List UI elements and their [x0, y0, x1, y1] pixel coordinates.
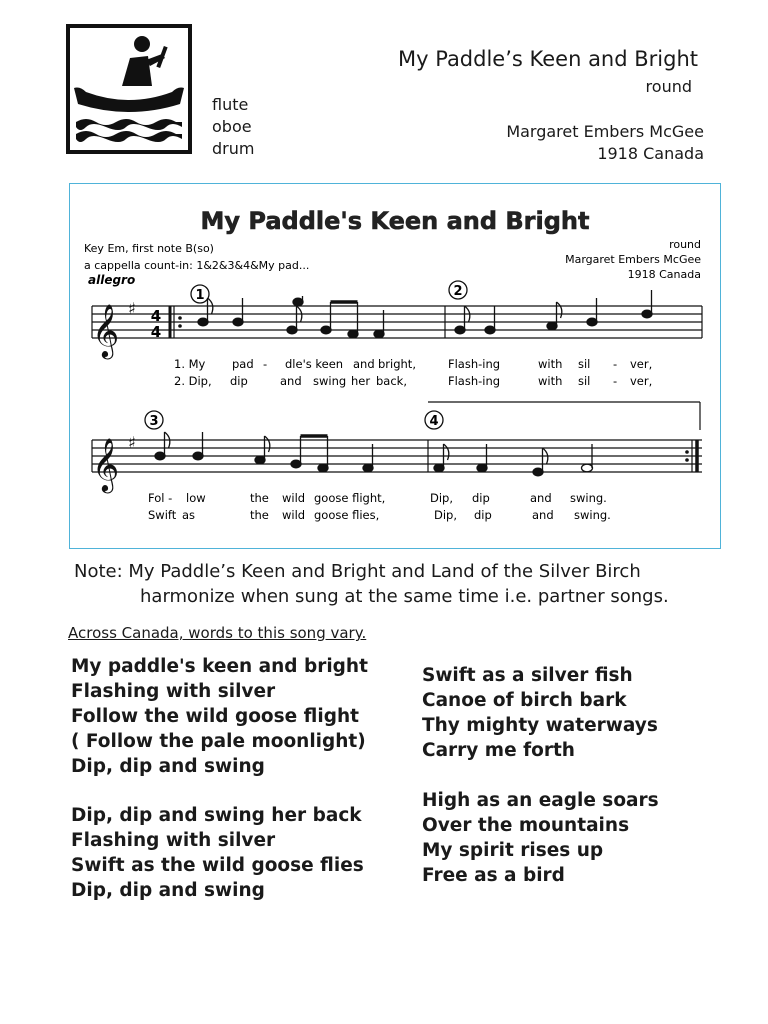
lyric-syllable: swing.: [570, 491, 607, 505]
entry-mark-4: 4: [429, 414, 439, 429]
lyric-syllable: as: [182, 508, 196, 522]
lyric-syllable: ver,: [630, 357, 653, 371]
lyric-syllable: dip: [472, 491, 490, 505]
treble-clef: 𝄞: [92, 303, 120, 357]
lyric-syllable: and: [532, 508, 554, 522]
lyric-syllable: with: [538, 357, 563, 371]
verse-line: High as an eagle soars: [422, 790, 659, 811]
lyric-syllable: wild: [282, 491, 306, 505]
lyric-syllable: wild: [282, 508, 306, 522]
lyric-syllable: Flash-ing: [448, 374, 501, 388]
verse-line: Dip, dip and swing: [71, 880, 265, 901]
harmony-note: [74, 559, 669, 609]
lyric-syllable: pad: [232, 357, 254, 371]
instrument-item: flute: [212, 95, 249, 114]
verse-line: Over the mountains: [422, 815, 630, 836]
count-line: a cappella count-in: 1&2&3&4&My pad...: [84, 259, 310, 272]
lyric-syllable: and: [530, 491, 552, 505]
lyric-syllable: 2. Dip,: [174, 374, 212, 388]
verse-line: Free as a bird: [422, 865, 565, 886]
notes-staff-2: [155, 432, 593, 476]
verse-line: Canoe of birch bark: [422, 690, 627, 711]
lyrics-line2-verse1: [148, 491, 607, 505]
composer-name: Margaret Embers McGee: [506, 122, 704, 141]
score-heading: My Paddle's Keen and Bright: [200, 207, 590, 235]
lyric-syllable: -: [613, 357, 618, 371]
lyric-syllable: dip: [474, 508, 492, 522]
verse-line: Dip, dip and swing: [71, 756, 265, 777]
verse-line: My spirit rises up: [422, 840, 604, 861]
verse-line: Follow the wild goose flight: [71, 706, 359, 727]
verse-line: Carry me forth: [422, 740, 575, 761]
verse-line: Swift as the wild goose flies: [71, 855, 364, 876]
verse-line: Swift as a silver fish: [422, 665, 633, 686]
lyric-syllable: Flash-ing: [448, 357, 501, 371]
verse-line: Flashing with silver: [71, 681, 276, 702]
verse-line: ( Follow the pale moonlight): [71, 731, 366, 752]
lyric-syllable: dip: [230, 374, 248, 388]
lyric-syllable: ver,: [630, 374, 653, 388]
lyrics-line1-verse1: [174, 357, 652, 371]
year-country: 1918 Canada: [597, 144, 704, 163]
time-sig-top: 4: [150, 307, 162, 325]
verse-2: [71, 803, 364, 903]
variation-note: Across Canada, words to this song vary.: [68, 624, 367, 642]
lyric-syllable: Dip,: [430, 491, 454, 505]
verse-1: [71, 654, 368, 779]
entry-mark-1: 1: [195, 288, 205, 303]
composer-block: [506, 121, 704, 165]
verse-3: [422, 663, 658, 763]
lyrics-line1-verse2: [174, 374, 652, 388]
lyric-syllable: 1. My: [174, 357, 206, 371]
key-line: Key Em, first note B(so): [84, 242, 214, 255]
lyric-syllable: Dip,: [434, 508, 458, 522]
lyric-syllable: bright,: [378, 357, 416, 371]
score-form: round: [669, 238, 701, 251]
instrument-item: oboe: [212, 117, 252, 136]
lyric-syllable: goose flies,: [314, 508, 380, 522]
lyric-syllable: her: [351, 374, 371, 388]
canoe-icon: [66, 24, 192, 154]
verse-line: Flashing with silver: [71, 830, 276, 851]
lyric-syllable: back,: [376, 374, 407, 388]
page-title: My Paddle’s Keen and Bright: [398, 47, 698, 71]
form-label: round: [645, 77, 692, 96]
lyric-syllable: -: [613, 374, 618, 388]
note-line-1: Note: My Paddle’s Keen and Bright and Land of the Silver Birch: [74, 561, 641, 582]
instrument-item: drum: [212, 139, 255, 158]
key-signature-sharp: ♯: [128, 299, 136, 318]
lyric-syllable: -: [263, 357, 268, 371]
lyric-syllable: swing.: [574, 508, 611, 522]
entry-mark-3: 3: [149, 414, 159, 429]
lyric-syllable: and: [353, 357, 375, 371]
tempo-mark: allegro: [88, 273, 136, 287]
lyric-syllable: sil: [578, 357, 591, 371]
time-sig-bottom: 4: [150, 323, 162, 341]
lyric-syllable: the: [250, 508, 269, 522]
lyric-syllable: with: [538, 374, 563, 388]
lyric-syllable: and: [280, 374, 302, 388]
key-signature-sharp-2: ♯: [128, 433, 136, 452]
lyric-syllable: Fol -: [148, 491, 173, 505]
treble-clef-2: 𝄞: [92, 437, 120, 491]
score-year-country: 1918 Canada: [627, 268, 701, 281]
lyric-syllable: goose flight,: [314, 491, 386, 505]
lyric-syllable: the: [250, 491, 269, 505]
staff-2: [92, 402, 702, 472]
lyrics-line2-verse2: [148, 508, 611, 522]
lyric-syllable: dle's keen: [285, 357, 344, 371]
entry-mark-2: 2: [453, 284, 463, 299]
instrument-list: [212, 94, 254, 160]
lyric-syllable: swing: [313, 374, 347, 388]
sheet-music: [69, 183, 721, 549]
lyric-syllable: Swift: [148, 508, 177, 522]
note-line-2: harmonize when sung at the same time i.e. partner songs.: [140, 586, 669, 607]
verse-line: My paddle's keen and bright: [71, 656, 368, 677]
verse-line: Thy mighty waterways: [422, 715, 658, 736]
score-composer: Margaret Embers McGee: [565, 253, 701, 266]
staff-1: [92, 306, 702, 338]
verse-line: Dip, dip and swing her back: [71, 805, 362, 826]
lyric-syllable: low: [186, 491, 206, 505]
verse-4: [422, 788, 659, 888]
lyric-syllable: sil: [578, 374, 591, 388]
